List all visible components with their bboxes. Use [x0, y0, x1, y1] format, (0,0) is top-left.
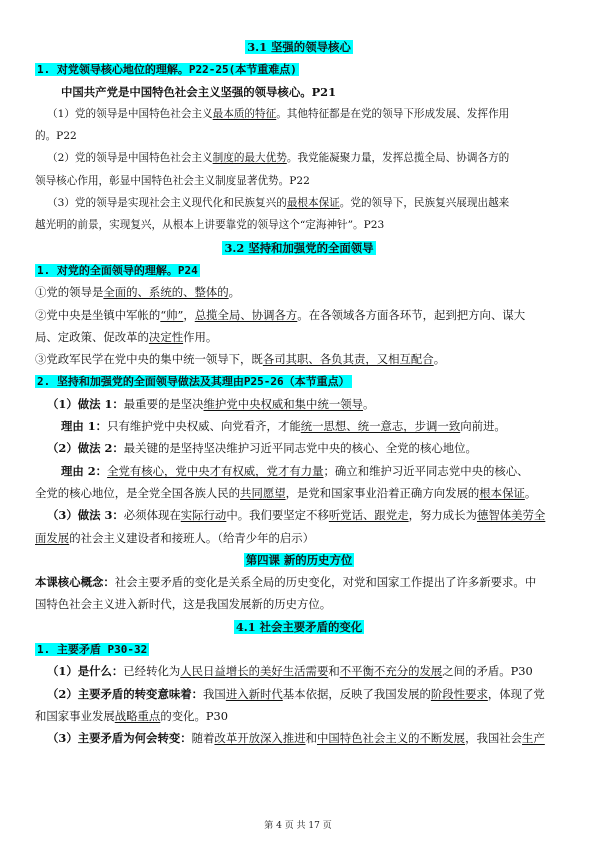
section-heading-3-1: 3.1 坚强的领导核心 [247, 40, 351, 54]
contradiction-3: （3）主要矛盾为何会转变：随着改革开放深入推进和中国特色社会主义的不断发展，我国社会生产 [47, 731, 545, 746]
circle-point-3: ③党政军民学在党中央的集中统一领导下，既各司其职、各负其责，又相互配合。 [35, 352, 446, 367]
point-1-cont: 的。P22 [35, 130, 77, 143]
question-title-4: 1. 主要矛盾 P30-32 [37, 643, 148, 657]
method-3-cont: 面发展的社会主义建设者和接班人。（给青少年的启示） [35, 530, 315, 545]
contradiction-1: （1）是什么：已经转化为人民日益增长的美好生活需要和不平衡不充分的发展之间的矛盾。P30 [47, 664, 533, 679]
section-heading-3-2: 3.2 坚持和加强党的全面领导 [224, 240, 374, 255]
method-2: （2）做法 2：最关键的是坚持坚决维护习近平同志党中央的核心、全党的核心地位。 [47, 441, 477, 456]
lesson-heading: 第四课 新的历史方位 [245, 552, 353, 567]
question-title-3: 2. 坚持和加强党的全面领导做法及其理由P25-26（本节重点） [37, 375, 350, 389]
point-2: （2）党的领导是中国特色社会主义制度的最大优势。我党能凝聚力量，发挥总揽全局、协调各方的 [47, 152, 510, 165]
reason-1: 理由 1：只有维护党中央权威、向党看齐，才能统一思想、统一意志，步调一致向前进。 [61, 419, 506, 434]
point-1: （1）党的领导是中国特色社会主义最本质的特征。其他特征都是在党的领导下形成发展、发挥作用 [47, 107, 510, 120]
reason-2-cont: 全党的核心地位，是全党全国各族人民的共同愿望，是党和国家事业沿着正确方向发展的根本保证。 [35, 485, 537, 500]
question-title-1: 1. 对党领导核心地位的理解。P22-25(本节重难点) [37, 63, 297, 77]
circle-point-2-cont: 局、定政策、促改革的决定性作用。 [35, 329, 218, 344]
point-2-cont: 领导核心作用，彰显中国特色社会主义制度显著优势。P22 [35, 174, 310, 187]
point-3: （3）党的领导是实现社会主义现代化和民族复兴的最根本保证。党的领导下，民族复兴展现出越来 [47, 197, 510, 210]
section-heading-4-1: 4.1 社会主要矛盾的变化 [235, 619, 363, 634]
contradiction-2-cont: 和国家事业发展战略重点的变化。P30 [35, 708, 229, 723]
circle-point-1: ①党的领导是全面的、系统的、整体的。 [35, 285, 241, 300]
question-title-2: 1. 对党的全面领导的理解。P24 [37, 263, 198, 277]
contradiction-2: （2）主要矛盾的转变意味着：我国进入新时代基本依据，反映了我国发展的阶段性要求，体现了党 [47, 686, 545, 701]
point-3-cont: 越光明的前景，实现复兴，从根本上讲要靠党的领导这个“定海神针”。P23 [35, 219, 385, 232]
core-concept: 本课核心概念：社会主要矛盾的变化是关系全局的历史变化，对党和国家工作提出了许多新要求。中 [35, 575, 537, 590]
method-1: （1）做法 1：最重要的是坚决维护党中央权威和集中统一领导。 [47, 396, 375, 411]
circle-point-2: ②党中央是坐镇中军帐的“帅”，总揽全局、协调各方。在各领域各方面各环节，起到把方向、谋大 [35, 307, 526, 322]
paragraph-intro: 中国共产党是中国特色社会主义坚强的领导核心。P21 [61, 84, 337, 99]
core-concept-cont: 国特色社会主义进入新时代，这是我国发展新的历史方位。 [35, 597, 332, 612]
method-3: （3）做法 3：必须体现在实际行动中。我们要坚定不移听党话、跟党走，努力成长为德智体美劳全 [47, 508, 546, 523]
reason-2: 理由 2：全党有核心，党中央才有权威，党才有力量；确立和维护习近平同志党中央的核心、 [61, 463, 529, 478]
page-footer: 第 4 页 共 17 页 [264, 821, 332, 831]
document-page [35, 36, 563, 750]
